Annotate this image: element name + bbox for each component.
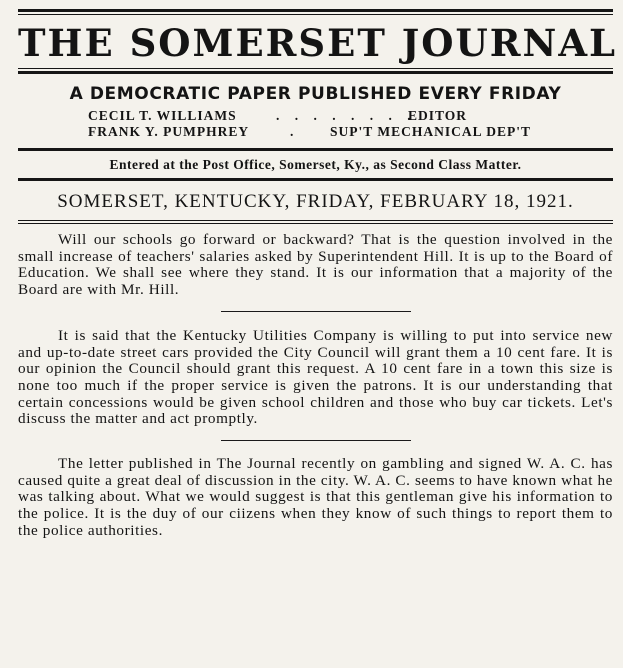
staff-role: EDITOR xyxy=(408,108,468,123)
staff-role: SUP'T MECHANICAL DEP'T xyxy=(330,124,532,139)
editorial-paragraph-schools: Will our schools go forward or backward? That is the question involved in the small increase of teachers' salaries asked by Superintendent Hill. It is up to the Board of Education. We shall see where they stand. It is our information that a majority of the Board are with Mr. Hill. xyxy=(18,231,613,299)
dateline-top-rule xyxy=(18,178,613,181)
leader-dots: . . . . . . . . xyxy=(276,108,417,123)
leader-dots: . xyxy=(290,124,294,139)
paragraph-separator xyxy=(221,311,411,312)
staff-name: CECIL T. WILLIAMS xyxy=(88,108,237,123)
editorial-column xyxy=(18,232,613,540)
paragraph-separator xyxy=(221,440,411,441)
masthead-rule-thin xyxy=(18,68,613,69)
post-office-entry-notice: Entered at the Post Office, Somerset, Ky., as Second Class Matter. xyxy=(109,157,522,172)
masthead-top-rule xyxy=(18,9,613,12)
staff-box xyxy=(18,108,613,140)
entry-notice-top-rule xyxy=(18,148,613,151)
dateline-bottom-rule-2 xyxy=(18,223,613,224)
staff-row-superintendent xyxy=(18,124,613,140)
newspaper-title: THE SOMERSET JOURNAL xyxy=(18,21,618,65)
masthead-top-rule-thin xyxy=(18,14,613,15)
masthead-rule-thick xyxy=(18,71,613,74)
editorial-paragraph-gambling-letter: The letter published in The Journal recently on gambling and signed W. A. C. has caused quite a great deal of discussion in the city. W. A. C. seems to have known what he was talking about. What we would suggest is that this gentleman give his information to the police. It is the duy of our ciizens when they know of such things to report them to the police authorities. xyxy=(18,455,613,539)
dateline-bottom-rule xyxy=(18,220,613,221)
newspaper-tagline: A DEMOCRATIC PAPER PUBLISHED EVERY FRIDAY xyxy=(69,84,562,104)
dateline: SOMERSET, KENTUCKY, FRIDAY, FEBRUARY 18, 1921. xyxy=(57,191,574,212)
staff-row-editor xyxy=(18,108,613,124)
staff-name: FRANK Y. PUMPHREY xyxy=(88,124,250,139)
editorial-paragraph-street-cars: It is said that the Kentucky Utilities Company is willing to put into service new and up-to-date street cars provided the City Council will grant them a 10 cent fare. It is our opinion the Council should grant this request. A 10 cent fare in a town this size is none too much if the proper service is given the patrons. It is our understanding that certain concessions would be given school children and those who buy car tickets. Let's discuss the matter and act promptly. xyxy=(18,326,613,428)
